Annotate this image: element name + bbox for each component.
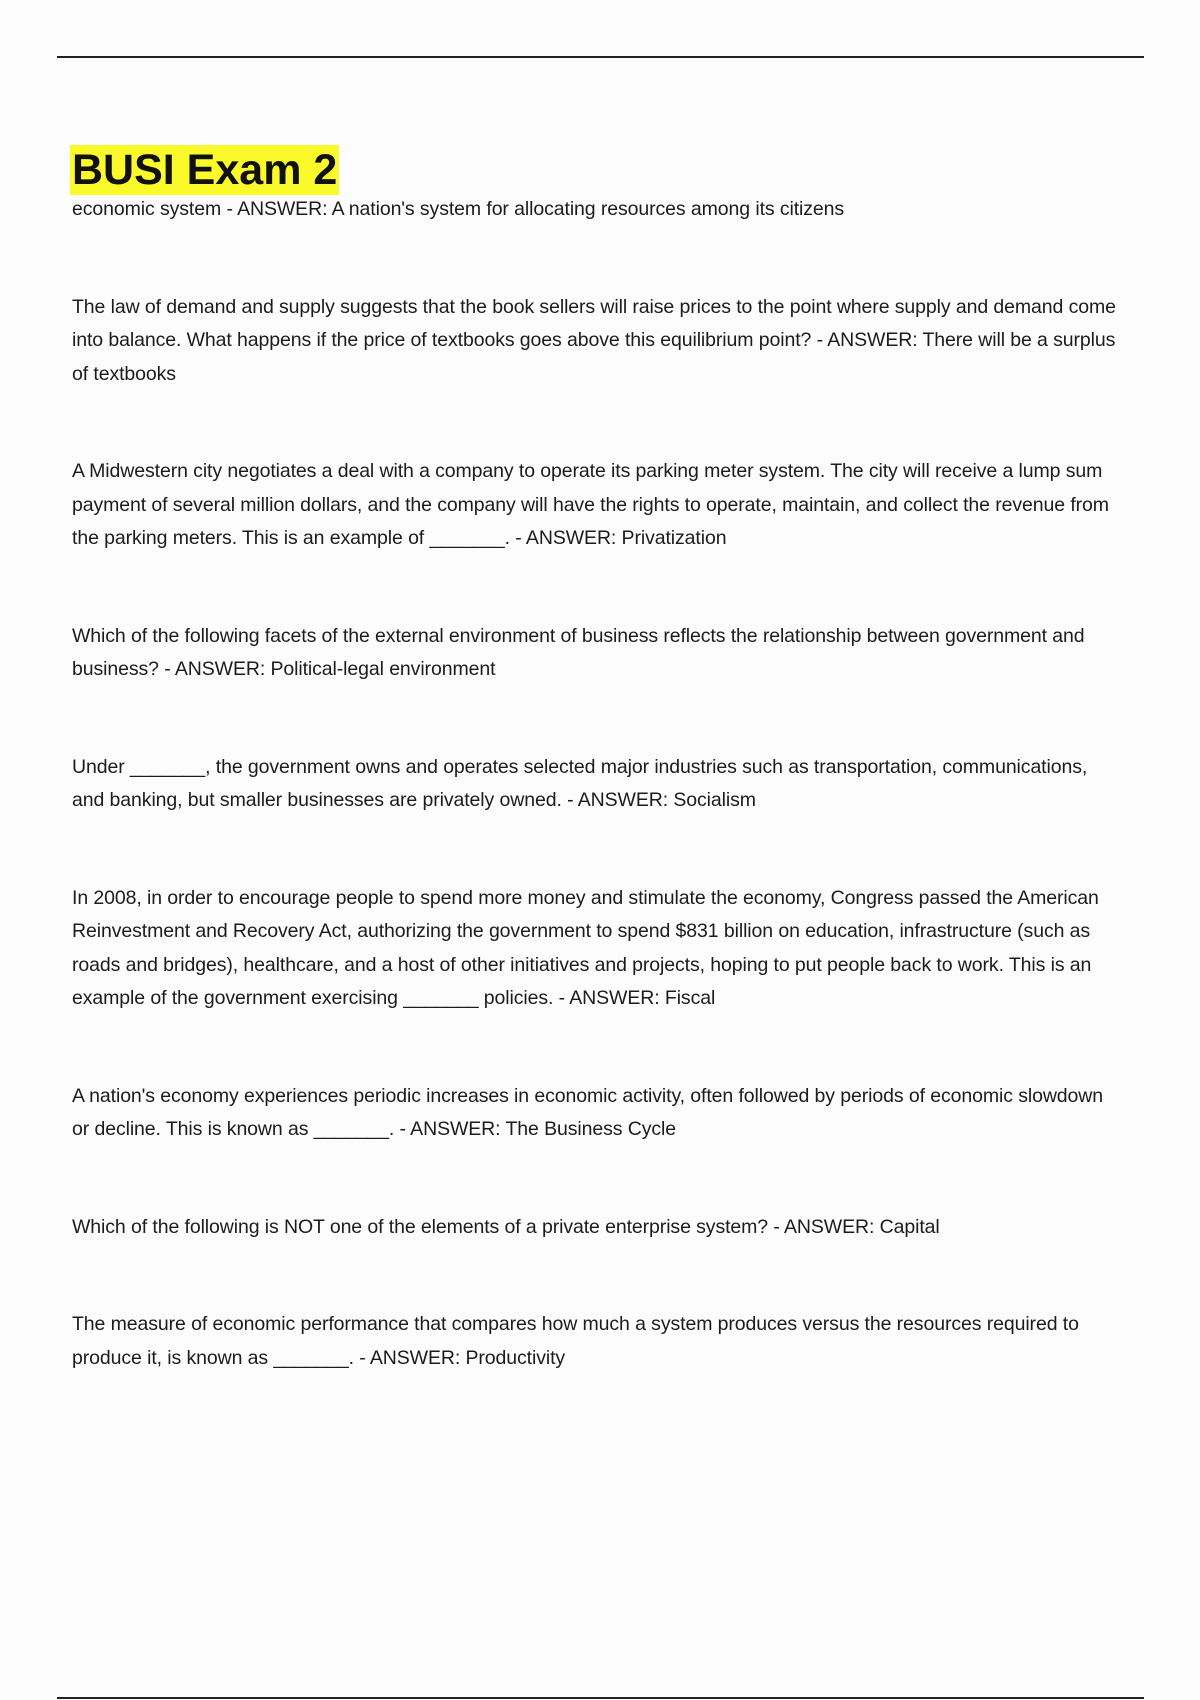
qa-item: Under _______, the government owns and operates selected major industries such as transportation, communications, and banking, but smaller businesses are privately owned. - ANSWER: Socialism xyxy=(72,755,1088,811)
qa-item: The law of demand and supply suggests that the book sellers will raise prices to the point where supply and demand come into balance. What happens if the price of textbooks goes above this equilibrium point? - ANSWER: There will be a surplus of textbooks xyxy=(72,295,1116,385)
qa-item: A nation's economy experiences periodic increases in economic activity, often followed by periods of economic slowdown or decline. This is known as _______. - ANSWER: The Business Cycle xyxy=(72,1084,1104,1140)
bottom-divider xyxy=(57,1697,1144,1699)
qa-item: A Midwestern city negotiates a deal with a company to operate its parking meter system. The city will receive a lump sum payment of several million dollars, and the company will have the rights to operate, maintain, and collect the revenue from the parking meters. This is an example of _______. - ANSWER: Privatization xyxy=(72,460,1109,549)
qa-item: Which of the following is NOT one of the elements of a private enterprise system? - ANSWER: Capital xyxy=(72,1215,940,1238)
qa-item: Which of the following facets of the external environment of business reflects the relationship between government and business? - ANSWER: Political-legal environment xyxy=(72,624,1085,680)
qa-item: economic system - ANSWER: A nation's system for allocating resources among its citizens xyxy=(72,198,845,220)
qa-item: The measure of economic performance that compares how much a system produces versus the resources required to produce it, is known as _______. - ANSWER: Productivity xyxy=(72,1313,1079,1369)
document-content xyxy=(72,145,1124,1375)
qa-item: In 2008, in order to encourage people to spend more money and stimulate the economy, Congress passed the American Reinvestment and Recovery Act, authorizing the government to spend $831 billion on education, infrastructure (such as roads and bridges), healthcare, and a host of other initiatives and projects, hoping to put people back to work. This is an example of the government exercising _______ policies. - ANSWER: Fiscal xyxy=(72,886,1099,1009)
top-divider xyxy=(57,56,1144,58)
document-title: BUSI Exam 2 xyxy=(72,146,338,194)
